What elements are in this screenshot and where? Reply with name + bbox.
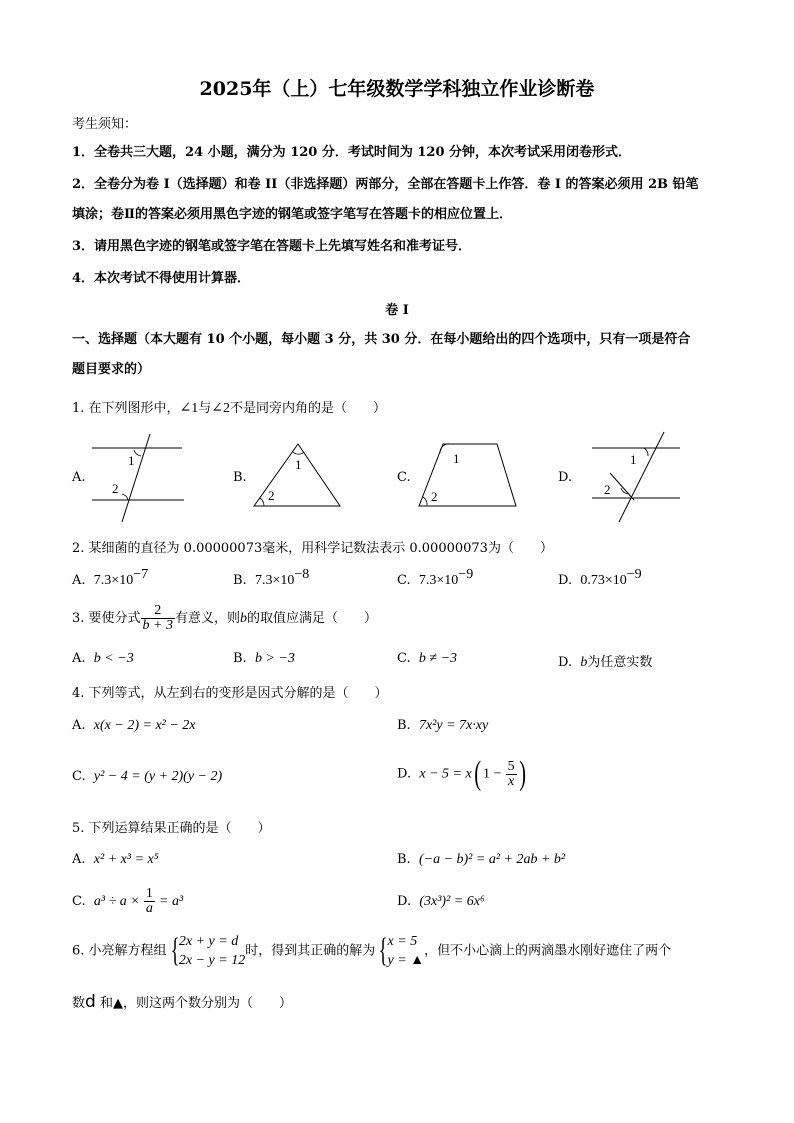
q1-figure-c (413, 436, 523, 511)
q1c-angle-2: 2 (431, 489, 438, 504)
q3-option-c: C. b ≠ −3 (397, 651, 458, 666)
q1c-angle-1: 1 (453, 451, 460, 466)
q4-option-a: A. x(x − 2) = x² − 2x (72, 718, 196, 733)
question-5-stem: 5. 下列运算结果正确的是（ ） (72, 821, 271, 836)
q2-option-a: A. $7.3\times 10^{-7}$ (72, 567, 149, 588)
part1-heading: 一、选择题（本大题有 10 个小题，每小题 3 分，共 30 分．在每小题给出的四个选项中，只有一项是符合 (72, 332, 691, 347)
q5-option-a: A. x² + x³ = x⁵ (72, 852, 159, 867)
q5-option-b: B. (−a − b)² = a² + 2ab + b² (397, 852, 566, 867)
question-2-stem: 2. 某细菌的直径为 0.00000073毫米，用科学记数法表示 0.00000073为（ ） (72, 541, 553, 556)
q1-figure-d (588, 428, 688, 526)
q2-option-b: B. $7.3\times 10^{-8}$ (233, 567, 310, 588)
notice-item-2: 2．全卷分为卷 I（选择题）和卷 II（非选择题）两部分，全部在答题卡上作答．卷 I 的答案必须用 2B 铅笔 (72, 177, 699, 192)
q1-option-c-label: C. (397, 470, 411, 485)
q1a-angle-2: 2 (112, 481, 119, 496)
q5-option-d: D. (3x³)² = 6x⁶ (397, 894, 485, 909)
q1-option-b-label: B. (233, 470, 247, 485)
question-6-stem: 6. 小亮解方程组 { 2x + y = d 2x − y = 12 时，得到其正确的解为 { x = 5 y = ▲ ，但不小心滴上的两滴墨水刚好遮住了两个 (72, 932, 672, 969)
q2-option-d: D. $0.73\times 10^{-9}$ (558, 567, 642, 588)
q3-option-a: A. b < −3 (72, 651, 134, 666)
part1-heading-cont: 题目要求的） (72, 362, 151, 377)
q1-figure-b (250, 436, 345, 511)
notice-heading: 考生须知： (72, 117, 138, 132)
notice-item-2-cont: 填涂；卷Ⅱ的答案必须用黑色字迹的钢笔或签字笔写在答题卡的相应位置上． (72, 207, 512, 222)
question-1-stem: 1. 在下列图形中，∠1与∠2不是同旁内角的是（ ） (72, 401, 387, 416)
q4-option-b: B. 7x²y = 7x·xy (397, 718, 489, 733)
q1a-angle-1: 1 (128, 453, 135, 468)
q1-option-a-label: A. (72, 470, 86, 485)
q2-option-c: C. $7.3\times 10^{-9}$ (397, 567, 474, 588)
q1d-angle-1: 1 (630, 452, 637, 467)
q3-option-d: D. b为任意实数 (558, 655, 653, 670)
q1b-angle-2: 2 (268, 488, 275, 503)
q4-option-d: D. x − 5 = x( 1 − $\frac{5}{x}$ ) (397, 755, 526, 792)
q1b-angle-1: 1 (295, 457, 302, 472)
q1d-angle-2: 2 (604, 482, 611, 497)
q3-option-b: B. b > −3 (233, 651, 295, 666)
question-4-stem: 4. 下列等式，从左到右的变形是因式分解的是（ ） (72, 686, 388, 701)
notice-item-4: 4．本次考试不得使用计算器． (72, 271, 251, 286)
question-6-stem-cont: 数d 和▲，则这两个数分别为（ ） (72, 992, 292, 1012)
q4-option-c: C. y² − 4 = (y + 2)(y − 2) (72, 769, 223, 784)
notice-item-3: 3．请用黑色字迹的钢笔或签字笔在答题卡上先填写姓名和准考证号． (72, 239, 472, 254)
q1-option-d-label: D. (558, 470, 573, 485)
notice-item-1: 1．全卷共三大题，24 小题，满分为 120 分．考试时间为 120 分钟，本次考试采用闭卷形式． (72, 145, 632, 160)
question-3-stem: 3. 要使分式 $\frac{2}{b + 3}$ 有意义，则b的取值应满足（ ） (72, 603, 378, 633)
page-title: 2025年（上）七年级数学学科独立作业诊断卷 (199, 78, 595, 100)
q5-option-c: C. a³ ÷ a × $\frac{1}{a}$ = a³ (72, 886, 184, 916)
q1-figure-a (88, 430, 198, 525)
section-label: 卷 I (385, 303, 409, 318)
